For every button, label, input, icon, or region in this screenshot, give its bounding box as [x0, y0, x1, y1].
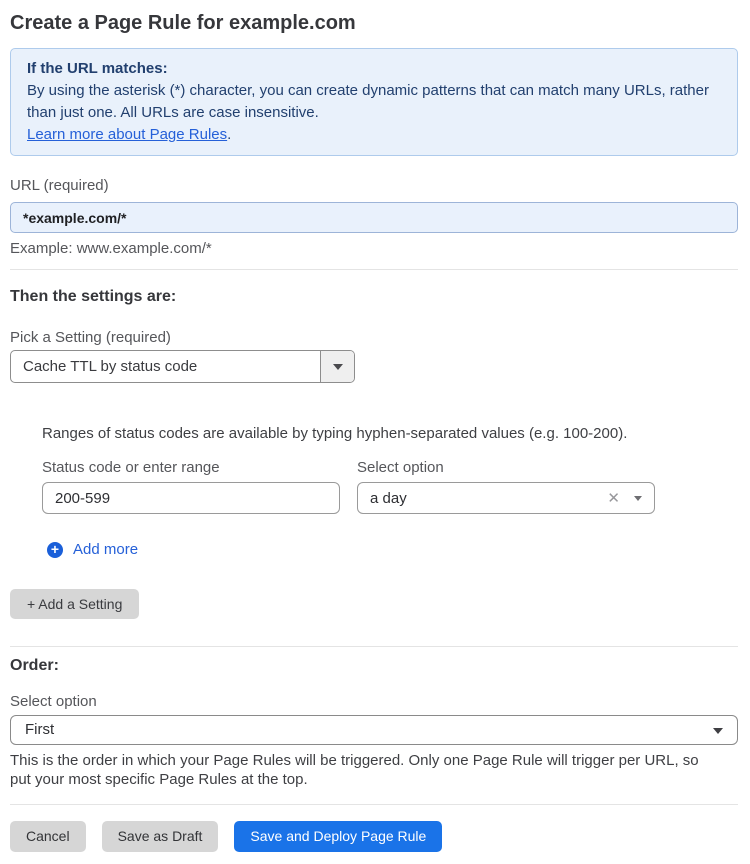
save-as-draft-button[interactable]: Save as Draft [102, 821, 219, 852]
chevron-down-icon [713, 728, 723, 734]
info-box-body: By using the asterisk (*) character, you can create dynamic patterns that can match many URLs, rather than just one. All URLs are case insensitive. [27, 82, 709, 121]
chevron-down-icon[interactable] [634, 496, 642, 501]
url-field-label: URL (required) [10, 177, 109, 194]
order-description: This is the order in which your Page Rules will be triggered. Only one Page Rule will trigger per URL, so put your most specific Page Rules at the top. [10, 751, 699, 788]
setting-picker-select[interactable] [10, 350, 355, 383]
cancel-button[interactable]: Cancel [10, 821, 86, 852]
chevron-down-icon [333, 364, 343, 370]
order-select-value: First [25, 721, 55, 738]
divider [10, 269, 738, 270]
status-code-label: Status code or enter range [42, 459, 220, 476]
status-ttl-inputs-row [42, 482, 738, 514]
status-ttl-labels-row [42, 459, 738, 477]
order-section-heading: Order: [10, 656, 59, 674]
status-range-hint: Ranges of status codes are available by typing hyphen-separated values (e.g. 100-200). [42, 425, 628, 442]
order-select-label: Select option [10, 692, 97, 710]
save-and-deploy-button[interactable]: Save and Deploy Page Rule [234, 821, 442, 852]
order-select[interactable] [10, 715, 738, 745]
url-match-info-box [10, 48, 738, 156]
add-more-link[interactable] [47, 541, 138, 558]
url-example-text: Example: www.example.com/* [10, 240, 212, 257]
info-box-link-line [27, 124, 721, 146]
page-title: Create a Page Rule for example.com [10, 12, 356, 34]
learn-more-link[interactable]: Learn more about Page Rules [27, 126, 228, 143]
settings-section-heading: Then the settings are: [10, 288, 177, 305]
add-more-label: Add more [73, 541, 139, 558]
link-period: . [227, 126, 232, 143]
status-code-input[interactable] [42, 482, 340, 514]
setting-picker-value: Cache TTL by status code [23, 358, 198, 375]
setting-picker-arrow-button[interactable] [320, 351, 354, 382]
ttl-select[interactable] [357, 482, 655, 514]
plus-circle-icon: + [47, 542, 63, 558]
divider [10, 804, 738, 805]
ttl-select-value: a day [370, 489, 407, 507]
setting-picker-label: Pick a Setting (required) [10, 329, 171, 346]
add-setting-button[interactable]: + Add a Setting [10, 589, 139, 619]
url-input[interactable] [10, 202, 738, 233]
info-box-heading: If the URL matches: [27, 60, 168, 77]
divider [10, 646, 738, 647]
clear-icon[interactable]: ✕ [607, 489, 620, 507]
footer-actions [10, 821, 738, 852]
ttl-select-label: Select option [357, 459, 444, 476]
